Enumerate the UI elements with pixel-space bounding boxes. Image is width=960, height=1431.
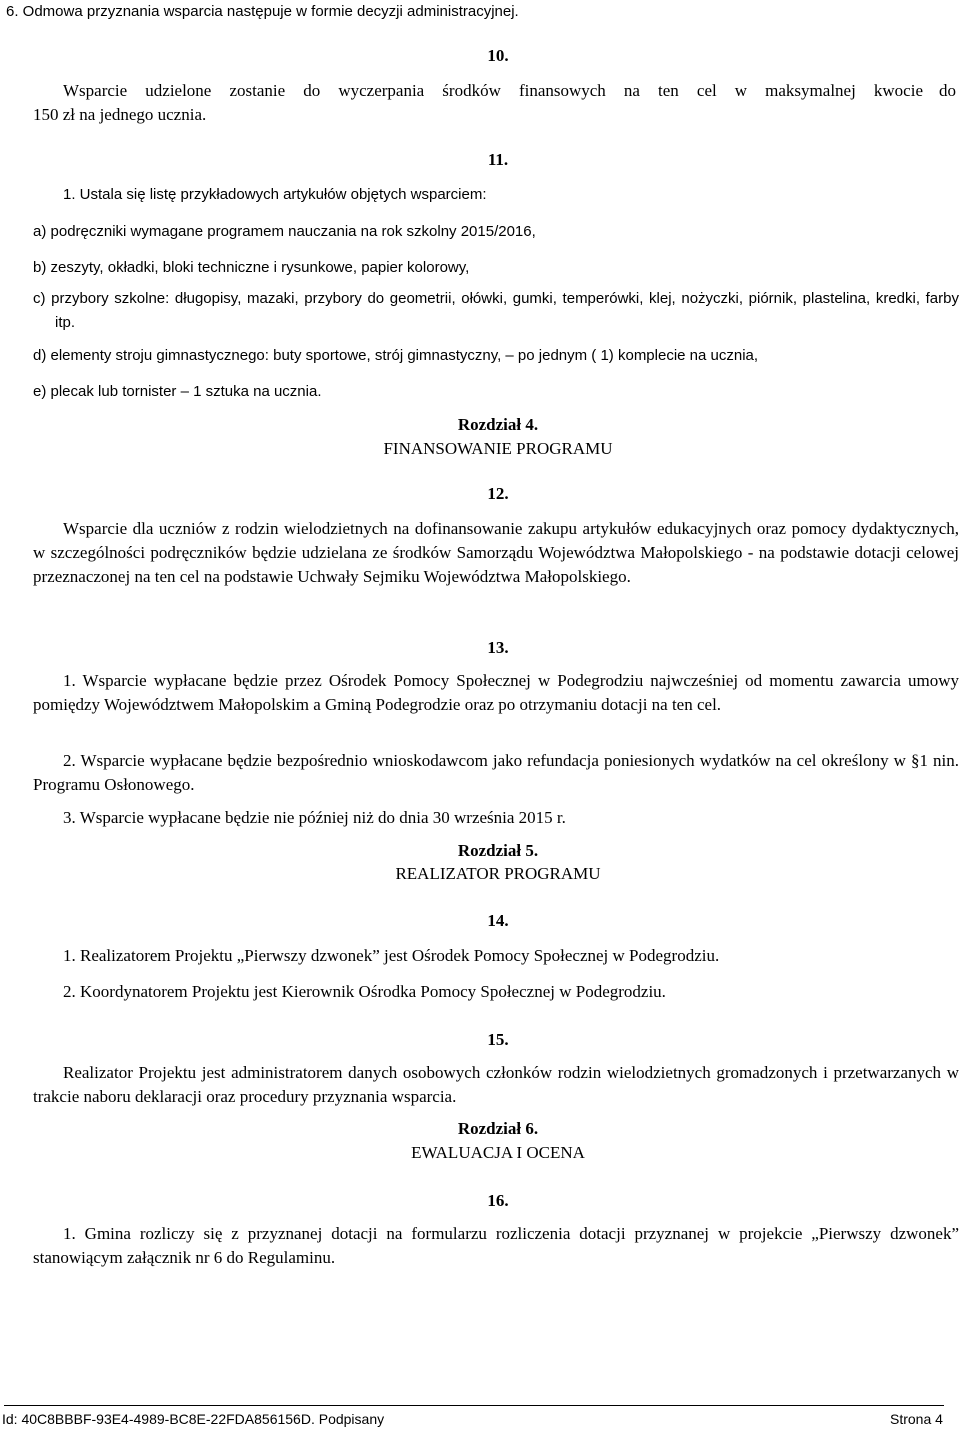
list-item-d: d) elementy stroju gimnastycznego: buty sportowe, strój gimnastyczny, – po jednym ( 1) komplecie na ucznia, — [33, 347, 759, 364]
chapter-6-title: EWALUACJA I OCENA — [411, 1143, 585, 1162]
section-11-heading: 11. — [487, 150, 509, 169]
section-10-heading: 10. — [487, 46, 509, 65]
section-13-point-3: 3. Wsparcie wypłacane będzie nie później niż do dnia 30 września 2015 r. — [63, 808, 566, 827]
section-13-heading: 13. — [487, 638, 509, 657]
section-10-text-line1: Wsparcie udzielone zostanie do wyczerpania środków finansowych na ten cel w maksymalnej kwocie — [63, 81, 923, 100]
section-13-point-1: 1. Wsparcie wypłacane będzie przez Ośrodek Pomocy Społecznej w Podegrodziu najwcześniej od momentu zawarcia umowy pomiędzy Województwem Małopolskim a Gminą Podegrodzie oraz po otrzymaniu dotacji na ten cel. — [33, 671, 959, 714]
section-16-text: 1. Gmina rozliczy się z przyznanej dotacji na formularzu rozliczenia dotacji przyznanej w projekcie „Pierwszy dzwonek” stanowiącym załącznik nr 6 do Regulaminu. — [33, 1224, 959, 1267]
list-item-c: c) przybory szkolne: długopisy, mazaki, przybory do geometrii, ołówki, gumki, temperówki, klej, nożyczki, piórnik, plastelina, kredki, farby itp. — [33, 290, 959, 331]
chapter-5-title: REALIZATOR PROGRAMU — [395, 864, 601, 883]
section-11-item-1: 1. Ustala się listę przykładowych artykułów objętych wsparciem: — [63, 186, 487, 203]
section-16-heading: 16. — [487, 1191, 509, 1210]
section-12-heading: 12. — [487, 484, 509, 503]
section-14-point-2: 2. Koordynatorem Projektu jest Kierownik Ośrodka Pomocy Społecznej w Podegrodziu. — [63, 982, 666, 1001]
chapter-6-label: Rozdział 6. — [457, 1119, 539, 1138]
list-item-e: e) plecak lub tornister – 1 sztuka na ucznia. — [33, 383, 322, 400]
chapter-5-label: Rozdział 5. — [457, 841, 539, 860]
section-14-heading: 14. — [487, 911, 509, 930]
section-14-point-1: 1. Realizatorem Projektu „Pierwszy dzwonek” jest Ośrodek Pomocy Społecznej w Podegrodziu. — [63, 946, 720, 965]
section-12-text: Wsparcie dla uczniów z rodzin wielodzietnych na dofinansowanie zakupu artykułów edukacyjnych oraz pomocy dydaktycznych, w szczególności podręczników będzie udzielana ze środków Samorządu Województwa Małopolskiego - na podstawie dotacji celowej przeznaczonej na ten cel na podstawie Uchwały Sejmiku Województwa Małopolskiego. — [33, 519, 959, 586]
section-10-text-line2: 150 zł na jednego ucznia. — [33, 105, 207, 124]
chapter-4-label: Rozdział 4. — [457, 415, 539, 434]
footer-document-id: Id: 40C8BBBF-93E4-4989-BC8E-22FDA856156D. Podpisany — [2, 1411, 385, 1427]
section-15-text: Realizator Projektu jest administratorem danych osobowych członków rodzin wielodzietnych gromadzonych i przetwarzanych w trakcie naboru deklaracji oraz procedury przyznania wsparcia. — [33, 1063, 959, 1106]
paragraph-6-decision: 6. Odmowa przyznania wsparcia następuje w formie decyzji administracyjnej. — [6, 3, 519, 20]
chapter-4-title: FINANSOWANIE PROGRAMU — [383, 439, 613, 458]
list-item-a: a) podręczniki wymagane programem nauczania na rok szkolny 2015/2016, — [33, 223, 536, 240]
footer-page-number: Strona 4 — [890, 1411, 943, 1427]
section-15-heading: 15. — [487, 1030, 509, 1049]
list-item-b: b) zeszyty, okładki, bloki techniczne i rysunkowe, papier kolorowy, — [33, 259, 470, 276]
section-10-text-line1-tail: do — [939, 81, 956, 100]
footer-divider — [4, 1405, 944, 1406]
section-13-point-2: 2. Wsparcie wypłacane będzie bezpośrednio wnioskodawcom jako refundacja poniesionych wydatków na cel określony w §1 nin. Programu Osłonowego. — [33, 751, 959, 794]
